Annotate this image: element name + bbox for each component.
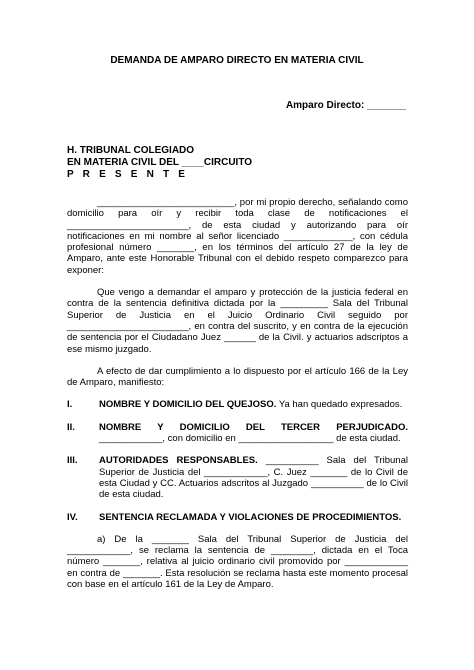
paragraph-demand: Que vengo a demandar el amparo y protección de la justicia federal en contra de la sentencia definitiva dictada por la _________ Sala del Tribunal Superior de Justicia en el Juicio Ordinario Civil seguido por _______________________, en contra del suscrito, y en contra de la ejecución de sentencia por el Ciudadano Juez ______ de la Civil. y actuarios adscriptos a ese mismo juzgado. xyxy=(67,287,408,355)
addressee-line-3: P R E S E N T E xyxy=(67,169,189,180)
list-item-number: II. xyxy=(67,421,75,433)
list-item-heading: AUTORIDADES RESPONSABLES. xyxy=(99,455,258,467)
addressee-block xyxy=(67,145,252,181)
list-item-heading: NOMBRE Y DOMICILIO DEL QUEJOSO. xyxy=(99,399,277,411)
list-item-number: IV. xyxy=(67,511,78,523)
list-item-number: I. xyxy=(67,399,73,411)
document-title: DEMANDA DE AMPARO DIRECTO EN MATERIA CIVIL xyxy=(110,55,364,66)
addressee-line-1: H. TRIBUNAL COLEGIADO xyxy=(67,145,195,156)
list-item-quejoso xyxy=(67,399,408,410)
list-item-sentencia xyxy=(67,512,408,523)
paragraph-introduction: __________________________, por mi propio derecho, señalando como domicilio para oír y recibir toda clase de notificaciones el _______________________, de esta ciudad y autorizando para oír notificaciones en mi nombre al señor licenciado _____________, con cédula profesional número _______, en los términos del artículo 27 de la ley de Amparo, ante este Honorable Tribunal con el debido respeto comparezco para exponer: xyxy=(67,197,408,276)
list-item-autoridades xyxy=(67,455,408,500)
list-item-tercer-perjudicado xyxy=(67,422,408,445)
list-item-text: __________ Sala del Tribunal Superior de Justicia del ____________, C. Juez _______ de lo Civil de esta Ciudad y CC. Actuarios adscritos al Juzgado __________ de lo Civil de esta ciudad. xyxy=(99,455,408,501)
document-body xyxy=(67,197,408,590)
list-item-number: III. xyxy=(67,455,78,467)
list-item-text: ____________, con domicilio en __________________ de esta ciudad. xyxy=(99,433,401,445)
amparo-directo-label: Amparo Directo: _______ xyxy=(285,100,406,111)
list-item-text: Ya han quedado expresados. xyxy=(276,399,403,411)
paragraph-manifest: A efecto de dar cumplimiento a lo dispuesto por el artículo 166 de la Ley de Amparo, manifiesto: xyxy=(67,365,408,389)
paragraph-sentencia-reclamada: a) De la _______ Sala del Tribunal Superior de Justicia del ____________, se reclama la sentencia de ________, dictada en el Toca número _______, relativa al juicio ordinario civil promovido por ____________ en contra de _______. Esta resolución se reclama hasta este momento procesal con base en el artículo 161 de la Ley de Amparo. xyxy=(67,533,408,591)
addressee-line-2: EN MATERIA CIVIL DEL ____CIRCUITO xyxy=(67,157,253,168)
list-item-heading: NOMBRE Y DOMICILIO DEL TERCER PERJUDICADO. xyxy=(99,421,408,433)
list-item-heading: SENTENCIA RECLAMADA Y VIOLACIONES DE PROCEDIMIENTOS. xyxy=(99,511,402,523)
